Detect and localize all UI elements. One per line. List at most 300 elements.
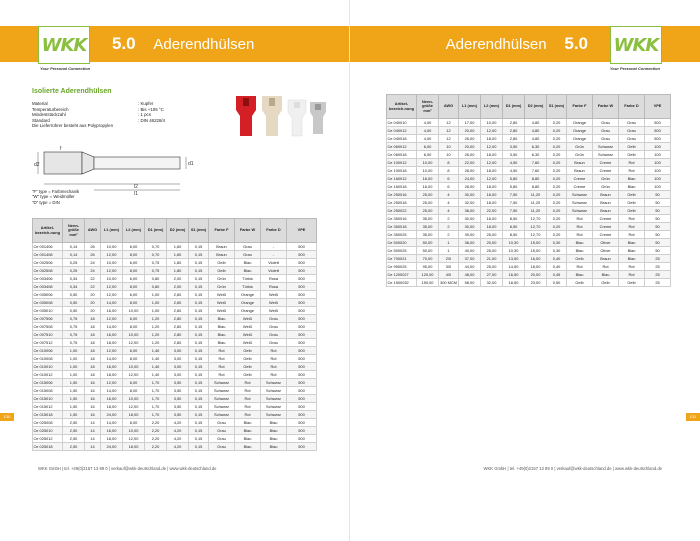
table-cell: Braun [593, 199, 619, 207]
table-cell: 50 [645, 199, 671, 207]
table-row [387, 151, 671, 159]
table-cell: 35,00 [417, 215, 439, 223]
table-cell: 150,00 [417, 279, 439, 287]
section-number: 5.0 [564, 34, 588, 53]
table-row [387, 127, 671, 135]
table-cell: Blau [209, 323, 235, 331]
table-cell: 16,00 [481, 215, 503, 223]
table-row [387, 159, 671, 167]
table-cell: Rot [235, 395, 261, 403]
table-cell: Rot [261, 371, 287, 379]
table-cell: 14 [85, 443, 101, 451]
table-cell: Rot [235, 379, 261, 387]
table-body [387, 119, 671, 287]
table-cell: 500 [287, 379, 317, 387]
table-row [33, 291, 317, 299]
table-cell: Ce 010010 [33, 363, 63, 371]
table-cell: 2,80 [503, 135, 525, 143]
legend-value: = DIN [48, 199, 60, 205]
table-cell: Ce 040018 [387, 135, 417, 143]
table-cell: Blau [261, 435, 287, 443]
table-cell: 10,00 [101, 243, 123, 251]
table-cell: Schwarz [209, 379, 235, 387]
table-cell: Blau [593, 271, 619, 279]
table-cell: Gelb [619, 199, 645, 207]
table-cell: 26 [85, 251, 101, 259]
ferrule-table-small [32, 218, 317, 451]
table-body [33, 243, 317, 451]
table-cell: Schwarz [593, 151, 619, 159]
table-cell: Rot [619, 263, 645, 271]
table-cell: 0,20 [547, 175, 567, 183]
table-cell: 0,15 [189, 355, 209, 363]
table-cell: Ce 350016 [387, 215, 417, 223]
table-cell: Gelb [235, 347, 261, 355]
legend-value: = Weidmüller [49, 194, 75, 200]
table-cell: Blau [567, 247, 593, 255]
table-cell: 2 [439, 215, 459, 223]
table-cell: 28,00 [459, 183, 481, 191]
table-cell: 12,00 [101, 251, 123, 259]
table-cell: 1,00 [63, 371, 85, 379]
table-cell: 0,80 [145, 283, 167, 291]
table-cell: 18,00 [525, 263, 547, 271]
table-cell: 0,15 [189, 339, 209, 347]
table-cell: 0,80 [145, 275, 167, 283]
legend-key: "F" type [32, 189, 47, 194]
table-cell: 4,20 [167, 443, 189, 451]
table-cell: Creme [593, 231, 619, 239]
table-cell: 1,20 [145, 331, 167, 339]
column-header: S1 (mm) [547, 95, 567, 119]
table-cell: Rot [209, 363, 235, 371]
column-header: AWG [85, 219, 101, 243]
table-cell: 8,00 [123, 299, 145, 307]
table-cell: 23,00 [525, 279, 547, 287]
column-header: L1 (mm) [459, 95, 481, 119]
table-cell: 24,00 [101, 443, 123, 451]
table-cell: Ce 025012 [33, 435, 63, 443]
table-cell: 12,70 [525, 215, 547, 223]
table-cell: 36,00 [459, 207, 481, 215]
table-cell: 0,20 [547, 159, 567, 167]
table-cell: 24,00 [459, 175, 481, 183]
table-cell: Grau [619, 135, 645, 143]
table-row [33, 419, 317, 427]
table-cell: Ce 060012 [387, 143, 417, 151]
table-cell: 3,50 [167, 387, 189, 395]
table-cell: 0,20 [547, 199, 567, 207]
table-row [33, 411, 317, 419]
table-cell: 48,00 [459, 271, 481, 279]
table-cell: 25 [645, 271, 671, 279]
table-cell: Schwarz [209, 403, 235, 411]
table-cell: 5,80 [503, 183, 525, 191]
table-cell: Gelb [235, 363, 261, 371]
table-cell: 0,50 [547, 279, 567, 287]
table-cell: Ce 040010 [387, 119, 417, 127]
table-cell: 500 [287, 419, 317, 427]
table-cell: 15,00 [525, 247, 547, 255]
table-cell: 100 [645, 167, 671, 175]
spec-value: : DIN 46228/4 [138, 117, 166, 123]
table-cell: 10,00 [123, 363, 145, 371]
table-cell: 100 [645, 183, 671, 191]
table-cell: Braun [593, 255, 619, 263]
table-row [33, 443, 317, 451]
right-page [350, 0, 700, 541]
table-cell: 8,80 [525, 175, 547, 183]
table-cell: Ce 015010 [33, 395, 63, 403]
table-cell: 50 [645, 247, 671, 255]
table-cell: 20,00 [459, 143, 481, 151]
table-cell: 26,00 [459, 151, 481, 159]
table-cell: 0,14 [63, 251, 85, 259]
table-cell: Ce 250016 [387, 191, 417, 199]
legend-key: "D" type [32, 199, 48, 205]
slogan: Your Personal Connection [609, 66, 660, 71]
table-cell: 10,00 [417, 167, 439, 175]
table-cell: Ce 1200027 [387, 271, 417, 279]
table-cell: Rot [235, 387, 261, 395]
table-cell: 18,00 [101, 339, 123, 347]
table-cell: Ce 015008 [33, 387, 63, 395]
table-cell: Schwarz [261, 395, 287, 403]
table-cell: 2,50 [63, 419, 85, 427]
table-cell: 7,50 [503, 207, 525, 215]
table-cell: 100 [645, 159, 671, 167]
table-cell: Türkis [235, 275, 261, 283]
table-cell: 2,20 [145, 443, 167, 451]
table-cell: 1,70 [145, 411, 167, 419]
table-cell: 1,70 [145, 387, 167, 395]
table-cell: 10,00 [123, 331, 145, 339]
table-cell: 28,00 [459, 167, 481, 175]
table-cell: 35,00 [417, 223, 439, 231]
table-cell: 3,50 [167, 403, 189, 411]
table-cell: 50 [645, 207, 671, 215]
spec-list [32, 101, 165, 129]
column-header: Farbe D [261, 219, 287, 243]
table-cell: 1,50 [63, 387, 85, 395]
table-cell: Violett [261, 267, 287, 275]
table-cell: 0,40 [547, 263, 567, 271]
table-cell: Rot [593, 263, 619, 271]
table-cell: 0,15 [189, 299, 209, 307]
legend-key: "W" type [32, 194, 49, 200]
table-cell: 0,15 [189, 363, 209, 371]
table-cell: Blau [619, 175, 645, 183]
column-header: Artikel-bezeich-nung [387, 95, 417, 119]
company-logo [610, 26, 662, 64]
table-cell: 1 [439, 239, 459, 247]
table-cell: 2,00 [167, 283, 189, 291]
table-cell: 10,30 [503, 247, 525, 255]
table-cell: 14,00 [101, 299, 123, 307]
table-cell: 25 [645, 255, 671, 263]
table-cell: 0,20 [547, 127, 567, 135]
table-cell: Rot [567, 223, 593, 231]
table-row [33, 427, 317, 435]
table-cell: Creme [567, 183, 593, 191]
table-cell: 0,50 [63, 307, 85, 315]
table-cell: 22 [85, 275, 101, 283]
table-row [33, 435, 317, 443]
table-cell: 8 [439, 159, 459, 167]
table-cell: 0,20 [547, 231, 567, 239]
table-cell: Grau [593, 127, 619, 135]
table-cell: Grau [593, 119, 619, 127]
table-cell: 0,15 [189, 387, 209, 395]
table-cell: Orange [235, 307, 261, 315]
table-cell: 1,50 [63, 379, 85, 387]
table-cell: 12,70 [525, 223, 547, 231]
table-row [33, 275, 317, 283]
table-cell: 4,00 [417, 135, 439, 143]
table-cell: Creme [593, 159, 619, 167]
table-cell: Gelb [593, 279, 619, 287]
table-cell: 10,00 [481, 119, 503, 127]
table-cell: Gelb [619, 191, 645, 199]
table-cell: Orange [235, 291, 261, 299]
table-cell: Ce 003406 [33, 275, 63, 283]
table-cell: Rot [619, 271, 645, 279]
table-cell: Braun [209, 243, 235, 251]
ferrule-product-photo [228, 94, 332, 138]
table-cell: Ce 002508 [33, 267, 63, 275]
table-cell: 0,20 [547, 167, 567, 175]
table-cell: Rot [261, 355, 287, 363]
table-cell: 500 [287, 251, 317, 259]
table-cell: Ce 040012 [387, 127, 417, 135]
table-cell: Grün [593, 175, 619, 183]
table-cell: 50 [645, 191, 671, 199]
table-cell: 20,00 [481, 239, 503, 247]
table-cell: 0,15 [189, 259, 209, 267]
table-cell: 500 [645, 135, 671, 143]
table-cell: 500 [287, 315, 317, 323]
table-cell: 500 [287, 435, 317, 443]
table-cell: 4,80 [525, 135, 547, 143]
table-cell: Weiß [209, 291, 235, 299]
table-cell: Rot [209, 371, 235, 379]
table-cell: Braun [593, 207, 619, 215]
table-row [387, 143, 671, 151]
column-header: Farbe D [619, 95, 645, 119]
table-cell: 8,00 [123, 251, 145, 259]
table-cell: 27,00 [481, 271, 503, 279]
table-cell: 50 [645, 215, 671, 223]
table-cell: Schwarz [209, 395, 235, 403]
column-header: VPE [287, 219, 317, 243]
table-cell: Blau [261, 443, 287, 451]
table-cell: 500 [287, 387, 317, 395]
table-cell: 12,00 [123, 371, 145, 379]
table-cell: Braun [593, 191, 619, 199]
table-cell: 18,00 [481, 199, 503, 207]
column-header: Farbe W [593, 95, 619, 119]
table-cell: 300 MCM [440, 280, 457, 285]
table-cell: 0,15 [189, 403, 209, 411]
table-cell: 0,20 [547, 207, 567, 215]
table-cell: Weiß [261, 299, 287, 307]
table-cell: 0,70 [145, 251, 167, 259]
table-cell: Ce 025010 [33, 427, 63, 435]
table-cell: 12,00 [123, 403, 145, 411]
table-cell: Rot [209, 347, 235, 355]
table-cell: 0,20 [547, 135, 567, 143]
table-cell: 6,00 [123, 315, 145, 323]
table-row [33, 371, 317, 379]
table-cell: Weiß [235, 339, 261, 347]
table-cell: 16,00 [481, 191, 503, 199]
table-cell: 8,50 [503, 215, 525, 223]
table-row [387, 279, 671, 287]
table-cell: Rot [619, 159, 645, 167]
table-cell: 22,00 [459, 159, 481, 167]
table-row [33, 363, 317, 371]
table-cell: 24 [85, 267, 101, 275]
table-cell: 11,20 [525, 207, 547, 215]
table-cell: 0,15 [189, 251, 209, 259]
table-cell: 0,15 [189, 267, 209, 275]
table-row [33, 283, 317, 291]
table-cell: 1,50 [63, 395, 85, 403]
table-cell: Ce 1500032 [387, 279, 417, 287]
table-cell: 12 [439, 135, 459, 143]
table-cell: Creme [593, 215, 619, 223]
table-cell: 3,00 [167, 355, 189, 363]
table-cell: 18,00 [481, 151, 503, 159]
table-cell: 18,00 [101, 435, 123, 443]
table-cell: 12,00 [481, 127, 503, 135]
table-cell: Ce 060018 [387, 151, 417, 159]
table-cell: 500 [287, 267, 317, 275]
column-header: Farbe W [235, 219, 261, 243]
table-cell: 0,45 [547, 271, 567, 279]
table-cell: 0,75 [63, 315, 85, 323]
drawing-sleeve [94, 157, 180, 169]
table-cell: 16,00 [101, 395, 123, 403]
legend-value: = Farbmechanik [48, 189, 80, 194]
table-cell: 4,20 [167, 427, 189, 435]
table-cell: Ce 015018 [33, 411, 63, 419]
table-cell: 0,15 [189, 331, 209, 339]
table-cell: 2,80 [167, 323, 189, 331]
table-cell: 0,75 [145, 267, 167, 275]
table-cell: 25,00 [481, 231, 503, 239]
table-cell: 1,40 [145, 347, 167, 355]
table-cell: 0,15 [189, 323, 209, 331]
column-header: Farbe F [209, 219, 235, 243]
table-cell: 20 [85, 299, 101, 307]
table-cell: 12,70 [525, 231, 547, 239]
table-cell: Oliver [593, 239, 619, 247]
product-title: Isolierte Aderendhülsen [32, 88, 112, 95]
table-cell: 4,50 [503, 167, 525, 175]
table-cell: 14,50 [503, 263, 525, 271]
table-cell: 12,00 [101, 267, 123, 275]
table-cell: 500 [287, 243, 317, 251]
table-row [33, 339, 317, 347]
section-title: Aderendhülsen [153, 36, 255, 53]
table-cell: Blau [261, 419, 287, 427]
table-cell: 25 [645, 279, 671, 287]
table-cell: 0,15 [189, 411, 209, 419]
table-cell: 0,75 [63, 339, 85, 347]
table-cell: 0,20 [547, 143, 567, 151]
spec-value: : 1 pcs [138, 112, 151, 118]
table-cell: Blau [235, 419, 261, 427]
legend-row [32, 200, 79, 205]
table-cell: 4/0 [439, 271, 459, 279]
table-row [33, 403, 317, 411]
table-cell: 0,34 [63, 283, 85, 291]
table-cell: Rot [261, 347, 287, 355]
table-cell: Grau [593, 135, 619, 143]
table-row [33, 259, 317, 267]
table-cell: 0,15 [189, 443, 209, 451]
table-cell: 20 [85, 307, 101, 315]
table-cell: 1,50 [63, 411, 85, 419]
column-header: Nenn-größe mm² [63, 219, 85, 243]
table-cell: 2 [439, 231, 459, 239]
table-cell: 0,15 [189, 427, 209, 435]
table-cell: 0,75 [145, 259, 167, 267]
table-cell: Blau [619, 247, 645, 255]
table-cell: 22,00 [481, 207, 503, 215]
table-cell: 8,50 [503, 223, 525, 231]
table-cell: 1,50 [63, 403, 85, 411]
table-cell: 0,20 [547, 183, 567, 191]
table-cell: 1,70 [145, 395, 167, 403]
table-cell: Weiß [209, 307, 235, 315]
table-cell: 120,00 [417, 271, 439, 279]
table-cell: 0,20 [547, 223, 567, 231]
spec-key: Material [32, 101, 48, 106]
table-cell: 8,00 [123, 323, 145, 331]
type-legend [32, 189, 79, 205]
table-cell: 0,15 [189, 291, 209, 299]
table-row [387, 247, 671, 255]
table-cell: 16,00 [417, 175, 439, 183]
table-cell: Rot [619, 223, 645, 231]
table-cell: 500 [287, 355, 317, 363]
table-cell: Rot [567, 215, 593, 223]
section-number: 5.0 [112, 34, 136, 53]
table-cell: Ce 005010 [33, 307, 63, 315]
table-cell: Braun [209, 251, 235, 259]
table-cell: 10,30 [503, 239, 525, 247]
table-cell: Weiß [261, 307, 287, 315]
table-cell: 14,00 [101, 355, 123, 363]
table-cell: Oliver [593, 247, 619, 255]
table-cell: 24,00 [101, 411, 123, 419]
table-cell: Ce 025018 [33, 443, 63, 451]
table-cell: 4,80 [525, 119, 547, 127]
table-cell: Grau [261, 339, 287, 347]
table-cell: 25,00 [417, 207, 439, 215]
table-cell: 2,20 [145, 435, 167, 443]
table-cell: 500 [287, 347, 317, 355]
ferrule-technical-drawing [34, 140, 194, 196]
table-cell: Ce 002506 [33, 259, 63, 267]
table-cell: 12,00 [481, 175, 503, 183]
table-cell: Ce 160012 [387, 175, 417, 183]
table-cell: 50 [645, 223, 671, 231]
table-cell: Blau [235, 435, 261, 443]
table-cell: 18,00 [481, 223, 503, 231]
